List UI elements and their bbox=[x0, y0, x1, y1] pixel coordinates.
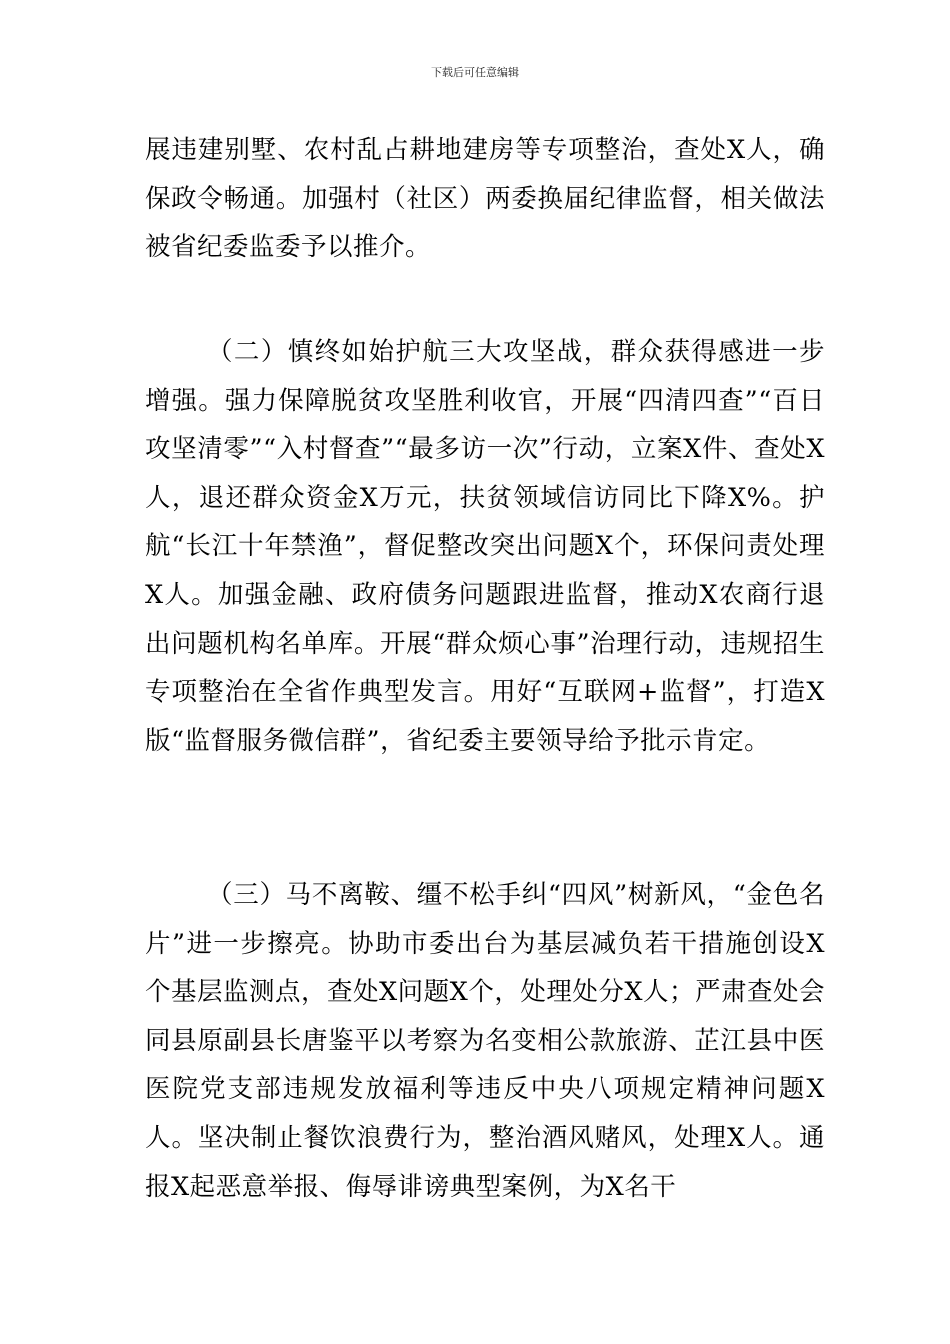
download-note: 下载后可任意编辑 bbox=[431, 66, 519, 79]
paragraph-section-three: （三）马不离鞍、缰不松手纠“四风”树新风，“金色名片”进一步擦亮。协助市委出台为基层减负若干措施创设X个基层监测点，查处X问题X个，处理处分X人；严肃查处会同县原副县长唐鉴平以考察为名变相公款旅游、芷江县中医医院党支部违规发放福利等违反中央八项规定精神问题X人。坚决制止餐饮浪费行为，整治酒风赌风，处理X人。通报X起恶意举报、侮辱诽谤典型案例，为X名干 bbox=[145, 880, 825, 1202]
paragraph-section-two: （二）慎终如始护航三大攻坚战，群众获得感进一步增强。强力保障脱贫攻坚胜利收官，开展“四清四查”“百日攻坚清零”“入村督查”“最多访一次”行动，立案X件、查处X人，退还群众资金X万元，扶贫领域信访同比下降X%。护航“长江十年禁渔”，督促整改突出问题X个，环保问责处理X人。加强金融、政府债务问题跟进监督，推动X农商行退出问题机构名单库。开展“群众烦心事”治理行动，违规招生专项整治在全省作典型发言。用好“互联网+监督”，打造X版“监督服务微信群”，省纪委主要领导给予批示肯定。 bbox=[145, 337, 825, 756]
paragraph-continued: 展违建别墅、农村乱占耕地建房等专项整治，查处X人，确保政令畅通。加强村（社区）两委换届纪律监督，相关做法被省纪委监委予以推介。 bbox=[145, 135, 825, 263]
